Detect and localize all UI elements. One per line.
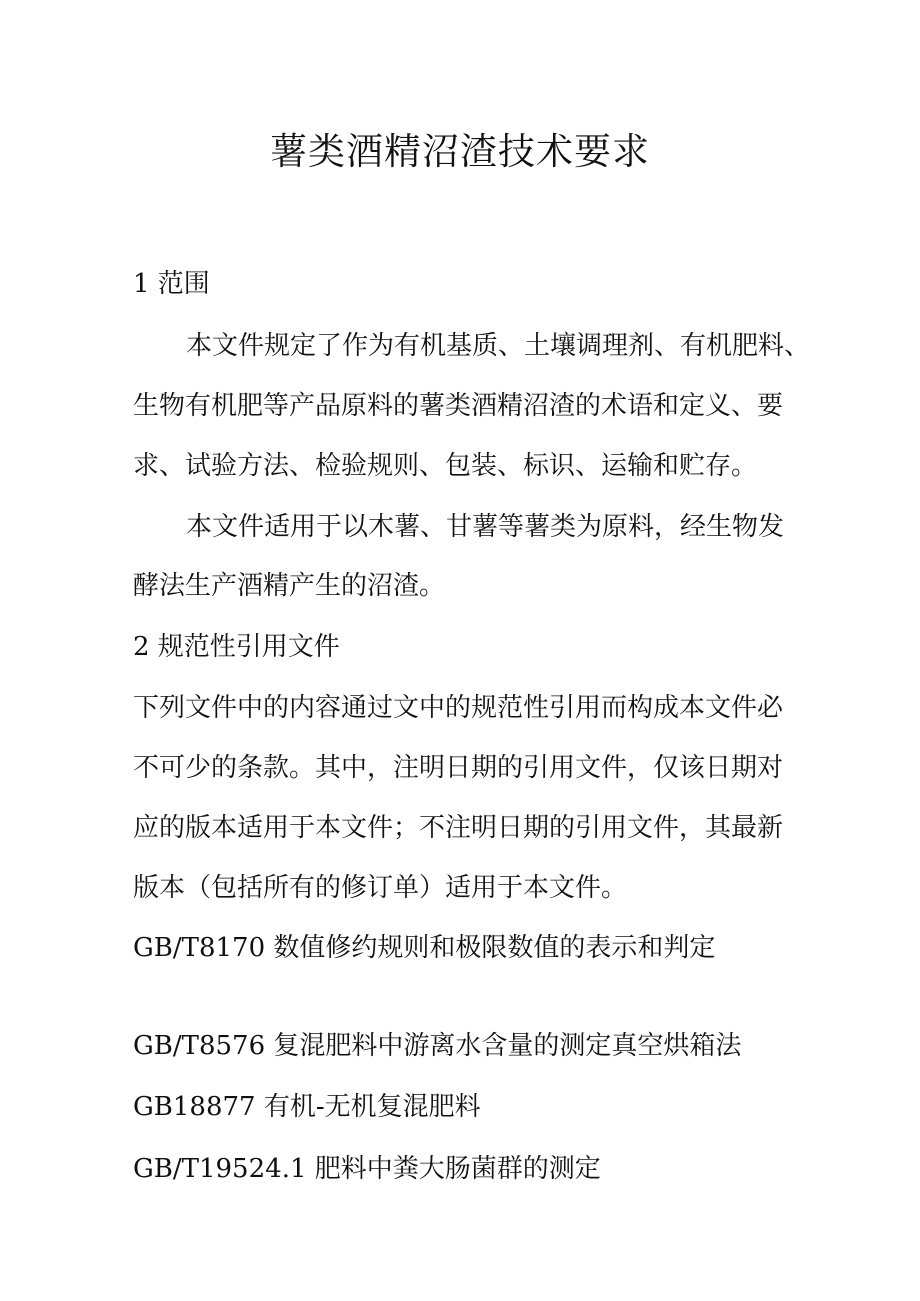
reference-gb-t8576: GB/T8576 复混肥料中游离水含量的测定真空烘箱法 xyxy=(133,1031,742,1061)
normative-para-line-3: 应的版本适用于本文件；不注明日期的引用文件，其最新 xyxy=(133,813,784,843)
scope-para-1-line-1: 本文件规定了作为有机基质、土壤调理剂、有机肥料、 xyxy=(186,331,811,361)
normative-para-line-4: 版本（包括所有的修订单）适用于本文件。 xyxy=(133,873,628,903)
scope-para-2-line-1: 本文件适用于以木薯、甘薯等薯类为原料，经生物发 xyxy=(186,512,785,542)
section-1-heading: 1 范围 xyxy=(133,269,210,299)
reference-gb-t8170: GB/T8170 数值修约规则和极限数值的表示和判定 xyxy=(133,933,716,963)
scope-para-2-line-2: 酵法生产酒精产生的沼渣。 xyxy=(133,571,446,601)
normative-para-line-2: 不可少的条款。其中，注明日期的引用文件，仅该日期对 xyxy=(133,753,784,783)
reference-gb18877: GB18877 有机-无机复混肥料 xyxy=(133,1092,481,1122)
section-2-heading: 2 规范性引用文件 xyxy=(133,632,340,662)
document-title: 薯类酒精沼渣技术要求 xyxy=(270,130,650,173)
normative-para-line-1: 下列文件中的内容通过文中的规范性引用而构成本文件必 xyxy=(133,693,784,723)
reference-gb-t19524-1: GB/T19524.1 肥料中粪大肠菌群的测定 xyxy=(133,1154,601,1184)
scope-para-1-line-2: 生物有机肥等产品原料的薯类酒精沼渣的术语和定义、要 xyxy=(133,391,784,421)
scope-para-1-line-3: 求、试验方法、检验规则、包装、标识、运输和贮存。 xyxy=(133,451,758,481)
